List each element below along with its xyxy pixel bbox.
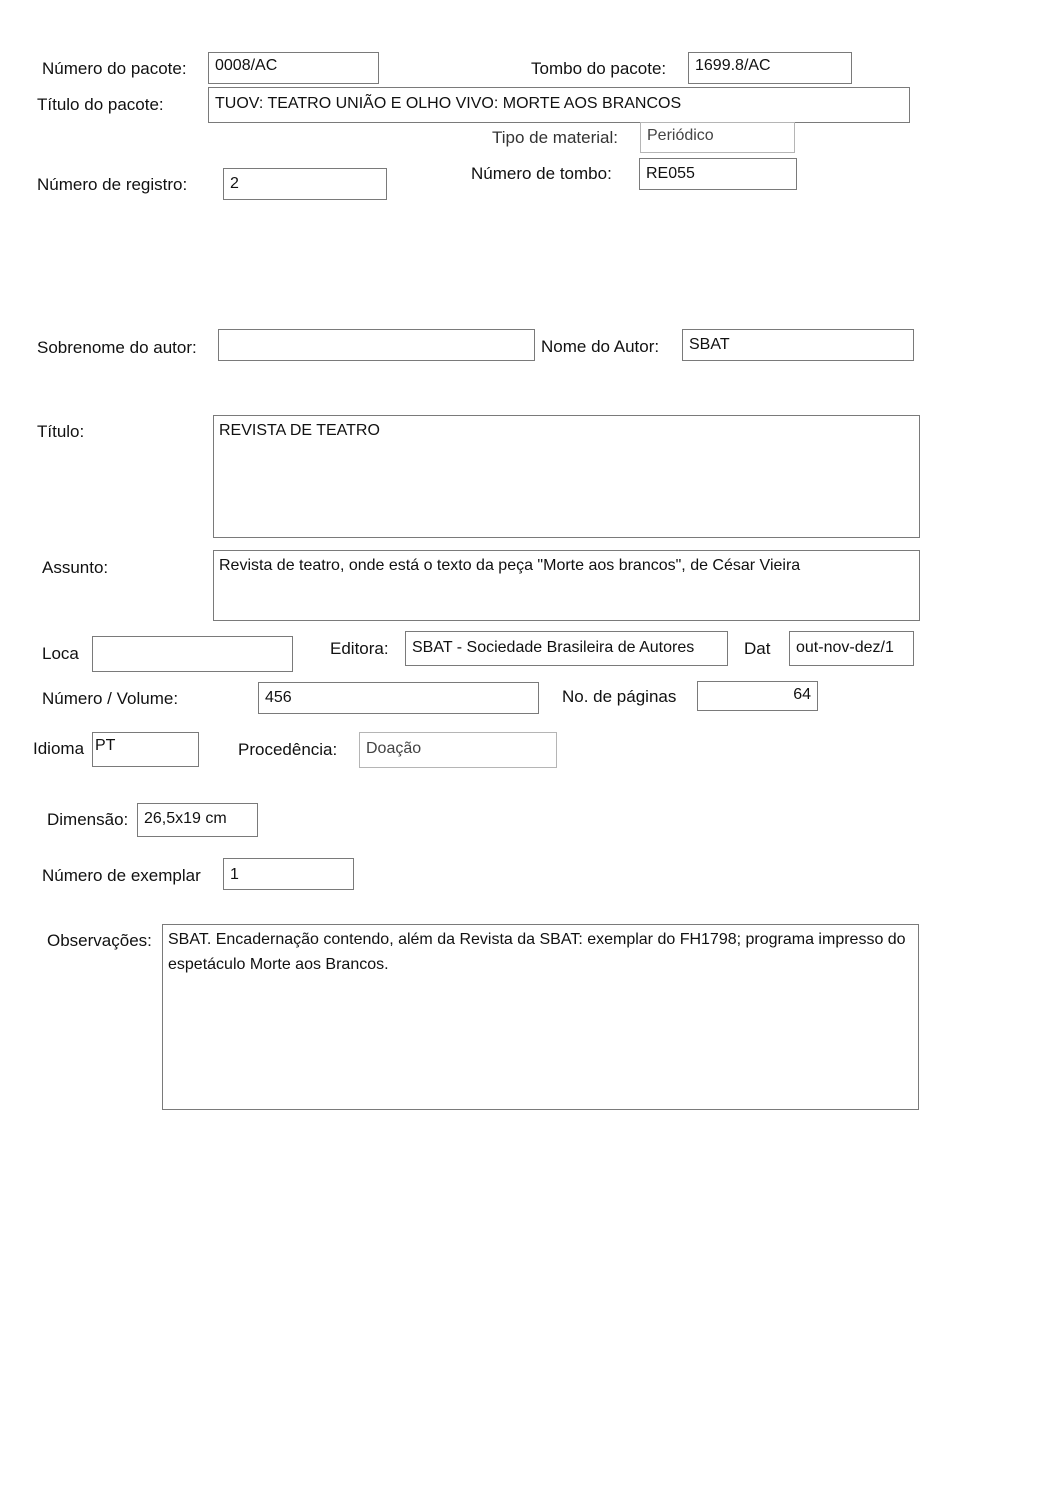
procedencia-field[interactable]: Doação	[359, 732, 557, 768]
data-label: Dat	[744, 639, 771, 658]
assunto-field[interactable]: Revista de teatro, onde está o texto da peça "Morte aos brancos", de César Vieira	[213, 550, 920, 621]
sobrenome-autor-field[interactable]	[218, 329, 535, 361]
idioma-field[interactable]: PT	[92, 732, 199, 767]
nome-autor-label: Nome do Autor:	[541, 337, 660, 356]
numero-volume-field[interactable]: 456	[258, 682, 539, 714]
tipo-material-label: Tipo de material:	[492, 128, 618, 147]
titulo-pacote-label: Título do pacote:	[37, 95, 164, 114]
observacoes-field[interactable]: SBAT. Encadernação contendo, além da Revista da SBAT: exemplar do FH1798; programa impresso do espetáculo Morte aos Brancos.	[162, 924, 919, 1110]
numero-registro-field[interactable]: 2	[223, 168, 387, 200]
titulo-label: Título:	[37, 422, 85, 441]
numero-registro-label: Número de registro:	[37, 175, 188, 194]
titulo-field[interactable]: REVISTA DE TEATRO	[213, 415, 920, 538]
titulo-pacote-field[interactable]: TUOV: TEATRO UNIÃO E OLHO VIVO: MORTE AOS BRANCOS	[208, 87, 910, 123]
observacoes-label: Observações:	[47, 931, 152, 950]
assunto-label: Assunto:	[42, 558, 109, 577]
numero-tombo-field[interactable]: RE055	[639, 158, 797, 190]
tombo-pacote-field[interactable]: 1699.8/AC	[688, 52, 852, 84]
numero-volume-label: Número / Volume:	[42, 689, 179, 708]
nome-autor-field[interactable]: SBAT	[682, 329, 914, 361]
numero-pacote-field[interactable]: 0008/AC	[208, 52, 379, 84]
local-field[interactable]	[92, 636, 293, 672]
tombo-pacote-label: Tombo do pacote:	[531, 59, 667, 78]
numero-tombo-label: Número de tombo:	[471, 164, 612, 183]
procedencia-label: Procedência:	[238, 740, 338, 759]
num-paginas-label: No. de páginas	[562, 687, 677, 706]
sobrenome-autor-label: Sobrenome do autor:	[37, 338, 197, 357]
editora-label: Editora:	[330, 639, 389, 658]
data-field[interactable]: out-nov-dez/1	[789, 631, 914, 666]
numero-pacote-label: Número do pacote:	[42, 59, 187, 78]
numero-exemplar-field[interactable]: 1	[223, 858, 354, 890]
idioma-label: Idioma	[33, 739, 85, 758]
local-label: Loca	[42, 644, 79, 663]
tipo-material-field[interactable]: Periódico	[640, 122, 795, 153]
editora-field[interactable]: SBAT - Sociedade Brasileira de Autores	[405, 631, 728, 666]
dimensao-label: Dimensão:	[47, 810, 129, 829]
numero-exemplar-label: Número de exemplar	[42, 866, 201, 885]
num-paginas-field[interactable]: 64	[697, 681, 818, 711]
dimensao-field[interactable]: 26,5x19 cm	[137, 803, 258, 837]
